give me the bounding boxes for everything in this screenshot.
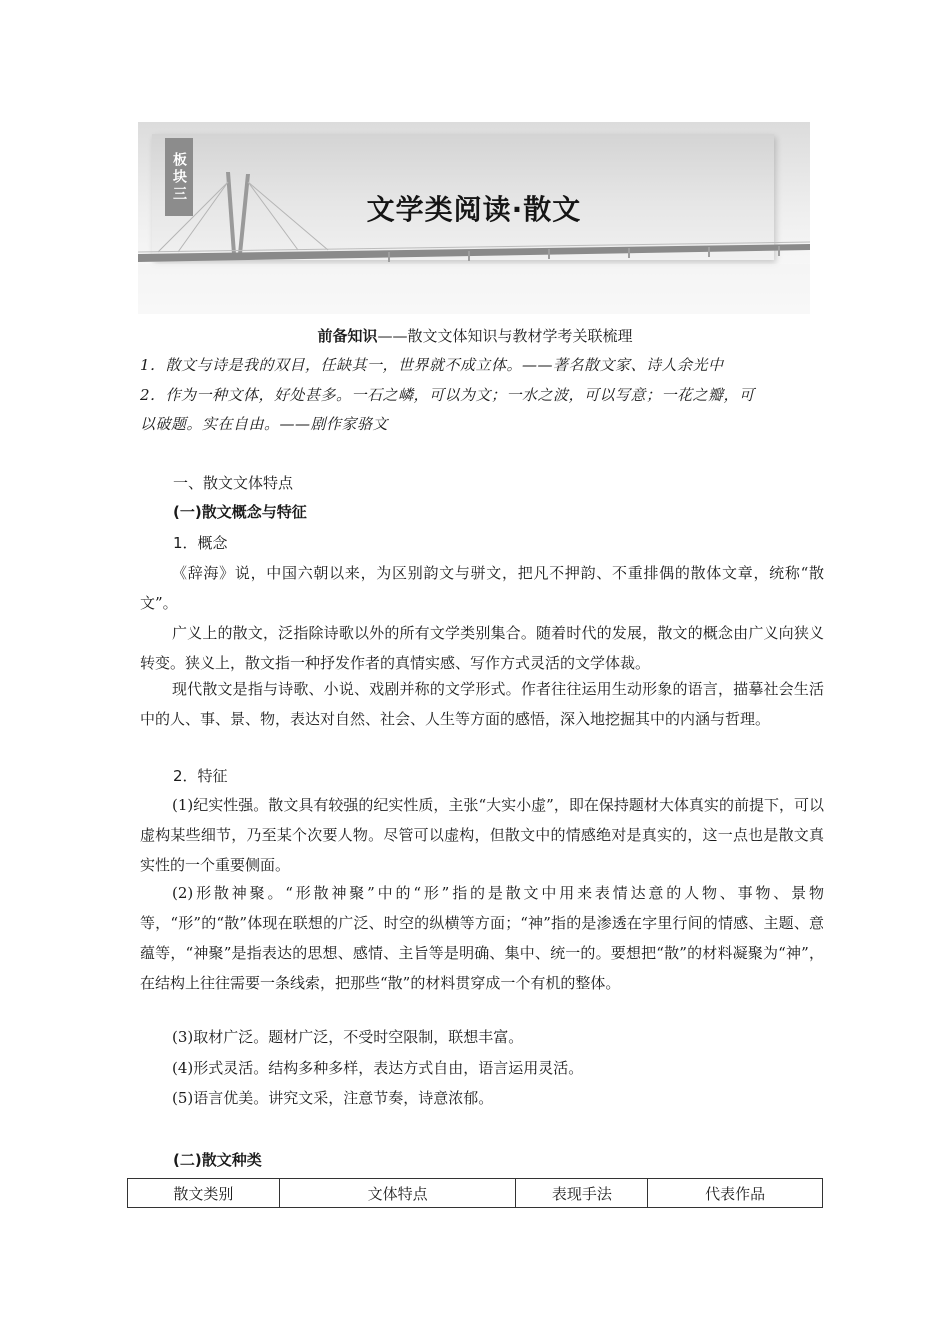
section-banner (138, 122, 810, 314)
table-header-cell: 散文类别 (128, 1179, 280, 1208)
essay-types-table (127, 1178, 823, 1208)
table-header-cell: 表现手法 (516, 1179, 648, 1208)
body-paragraph: (2)形散神聚。“形散神聚”中的“形”指的是散文中用来表情达意的人物、事物、景物等，“形”的“散”体现在联想的广泛、时空的纵横等方面；“神”指的是渗透在字里行间的情感、主题、意蕴等，“神聚”是指表达的思想、感情、主旨等是明确、集中、统一的。要想把“散”的材料凝聚为“神”，在结构上往往需要一条线索，把那些“散”的材料贯穿成一个有机的整体。 (140, 884, 824, 992)
banner-tag: 板块三 (165, 138, 193, 216)
table-header-cell: 代表作品 (648, 1179, 823, 1208)
heading-level-1: 一、散文文体特点 (173, 474, 294, 492)
section-title (0, 326, 950, 346)
section-title-rest: ——散文文体知识与教材学考关联梳理 (377, 327, 633, 345)
body-paragraph: (3)取材广泛。题材广泛，不受时空限制，联想丰富。 (172, 1028, 524, 1046)
table-header-cell: 文体特点 (279, 1179, 516, 1208)
heading-level-2: (二)散文种类 (173, 1151, 262, 1169)
banner-title: 文学类阅读·散文 (366, 193, 582, 226)
body-paragraph: 现代散文是指与诗歌、小说、戏剧并称的文学形式。作者往往运用生动形象的语言，描摹社会生活中的人、事、景、物，表达对自然、社会、人生等方面的感悟，深入地挖掘其中的内涵与哲理。 (140, 680, 824, 728)
body-paragraph: (4)形式灵活。结构多种多样，表达方式自由，语言运用灵活。 (172, 1059, 584, 1077)
body-paragraph: (1)纪实性强。散文具有较强的纪实性质，主张“大实小虚”，即在保持题材大体真实的前提下，可以虚构某些细节，乃至某个次要人物。尽管可以虚构，但散文中的情感绝对是真实的，这一点也是散文真实性的一个重要侧面。 (140, 796, 824, 874)
quote-line: 以破题。实在自由。——剧作家骆文 (140, 415, 389, 433)
quote-line: 2．作为一种文体，好处甚多。一石之嶙，可以为文；一水之波，可以写意；一花之瓣，可 (140, 386, 755, 404)
section-title-bold: 前备知识 (317, 327, 378, 345)
quote-line: 1．散文与诗是我的双目，任缺其一，世界就不成立体。——著名散文家、诗人余光中 (140, 356, 724, 374)
body-paragraph: 广义上的散文，泛指除诗歌以外的所有文学类别集合。随着时代的发展，散文的概念由广义向狭义转变。狭义上，散文指一种抒发作者的真情实感、写作方式灵活的文学体裁。 (140, 624, 824, 672)
body-paragraph: 《辞海》说，中国六朝以来，为区别韵文与骈文，把凡不押韵、不重排偶的散体文章，统称“散文”。 (140, 564, 824, 612)
heading-level-3: 2．特征 (173, 767, 228, 785)
heading-level-2: (一)散文概念与特征 (173, 503, 307, 521)
heading-level-3: 1．概念 (173, 534, 228, 552)
table-header-row (128, 1179, 823, 1208)
body-paragraph: (5)语言优美。讲究文采，注意节奏，诗意浓郁。 (172, 1089, 494, 1107)
